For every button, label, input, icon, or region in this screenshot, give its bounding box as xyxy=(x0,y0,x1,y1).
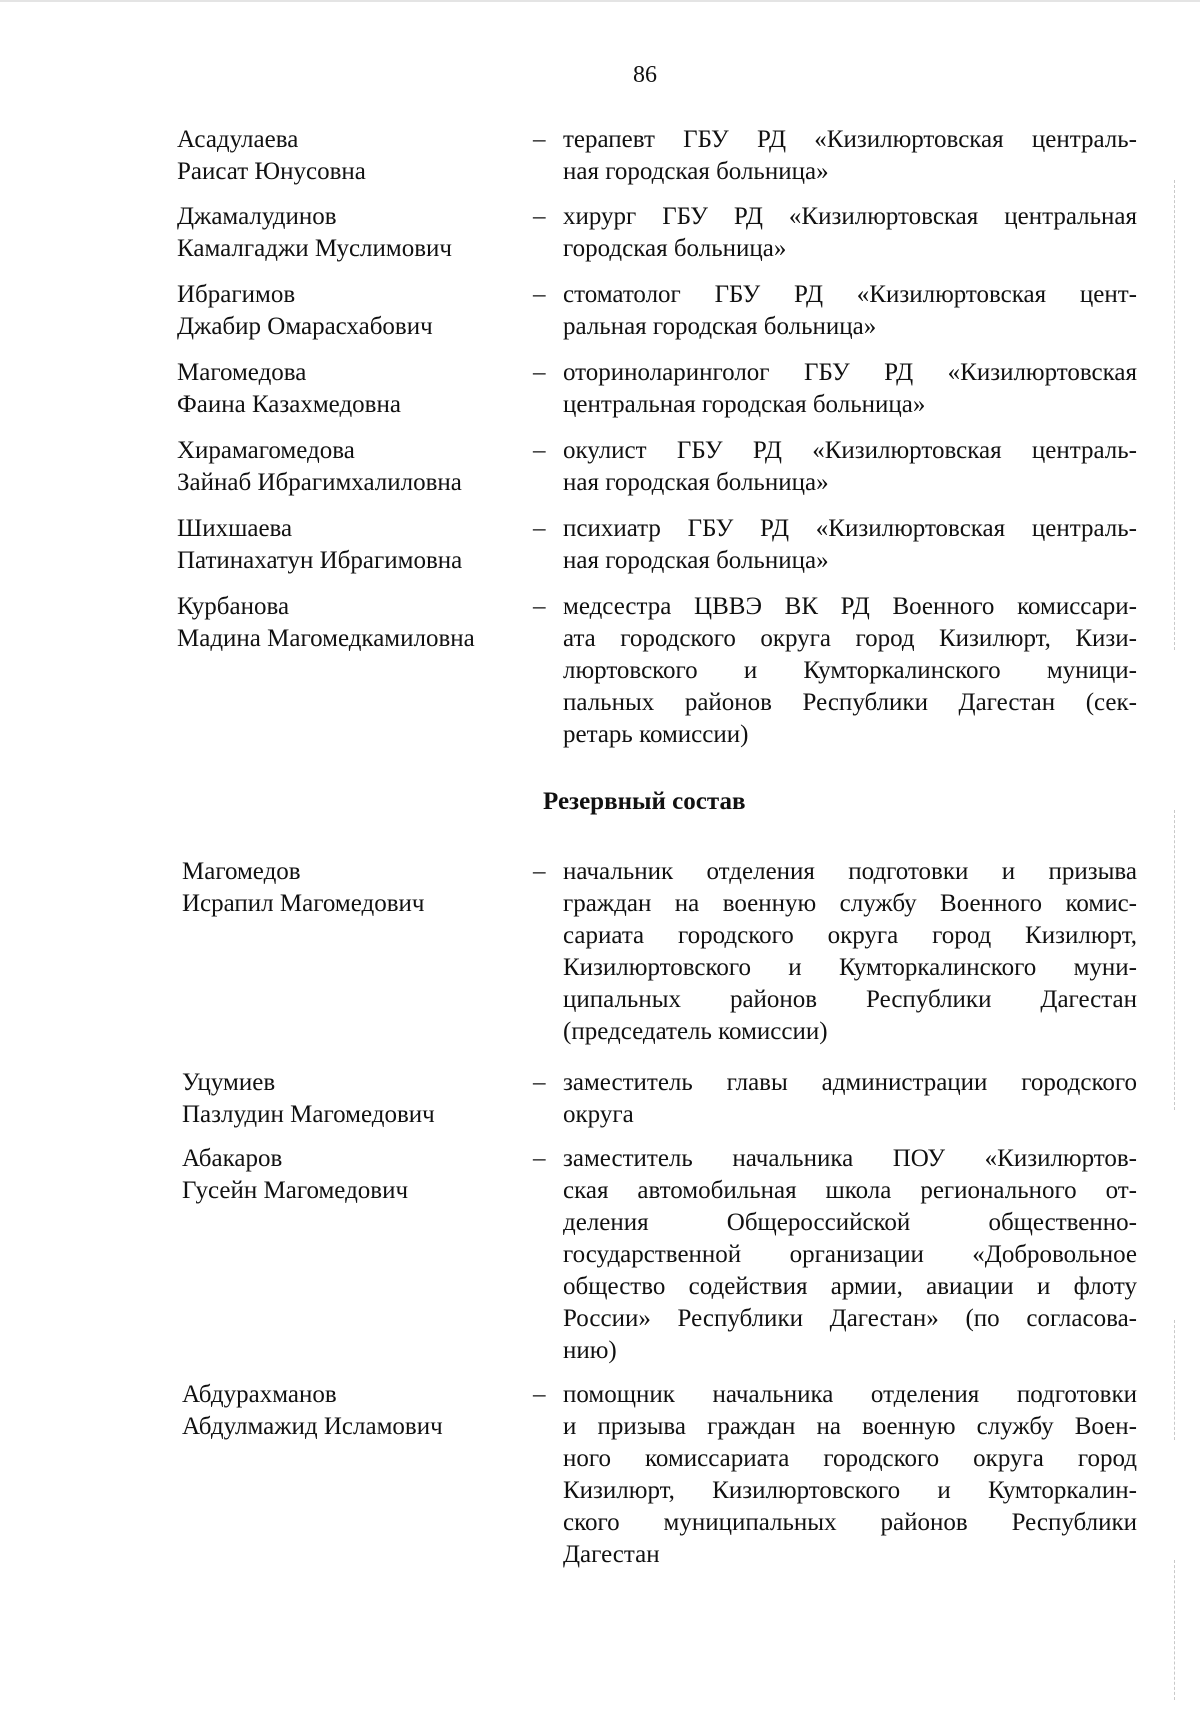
dash-separator: – xyxy=(533,203,546,230)
role-line: граждан на военную службу Военного комис- xyxy=(563,890,1137,917)
role-line: ная городская больница» xyxy=(563,469,829,496)
role-line: ципальных районов Республики Дагестан xyxy=(563,986,1137,1013)
member-given-names: Фаина Казахмедовна xyxy=(177,391,401,418)
member-role xyxy=(563,124,1137,188)
member-surname: Джамалудинов xyxy=(177,203,337,230)
member-surname: Магомедова xyxy=(177,359,307,386)
member-role xyxy=(563,201,1137,265)
dash-separator: – xyxy=(533,1145,546,1172)
member-given-names: Мадина Магомедкамиловна xyxy=(177,625,475,652)
role-line: ата городского округа город Кизилюрт, Кизи- xyxy=(563,625,1137,652)
member-name xyxy=(177,591,537,655)
role-line: центральная городская больница» xyxy=(563,391,926,418)
member-given-names: Джабир Омарасхабович xyxy=(177,313,433,340)
member-surname: Магомедов xyxy=(182,858,301,885)
role-line: государственной организации «Добровольное xyxy=(563,1241,1137,1268)
member-name xyxy=(177,279,537,343)
role-line: заместитель главы администрации городского xyxy=(563,1069,1137,1096)
role-line: заместитель начальника ПОУ «Кизилюртов- xyxy=(563,1145,1137,1172)
role-line: терапевт ГБУ РД «Кизилюртовская централь- xyxy=(563,126,1137,153)
role-line: Кизилюрт, Кизилюртовского и Кумторкалин- xyxy=(563,1477,1137,1504)
role-line: ральная городская больница» xyxy=(563,313,877,340)
scan-margin-mark xyxy=(1174,810,1175,1110)
role-line: ретарь комиссии) xyxy=(563,721,749,748)
member-given-names: Раисат Юнусовна xyxy=(177,158,366,185)
role-line: и призыва граждан на военную службу Воен- xyxy=(563,1413,1137,1440)
member-surname: Асадулаева xyxy=(177,126,299,153)
role-line: ная городская больница» xyxy=(563,547,829,574)
member-role xyxy=(563,435,1137,499)
dash-separator: – xyxy=(533,1069,546,1096)
scan-margin-mark xyxy=(1174,180,1175,650)
role-line: помощник начальника отделения подготовки xyxy=(563,1381,1137,1408)
member-name xyxy=(177,357,537,421)
member-given-names: Исрапил Магомедович xyxy=(182,890,425,917)
role-line: оториноларинголог ГБУ РД «Кизилюртовская xyxy=(563,359,1137,386)
member-name xyxy=(182,1067,542,1131)
member-surname: Ибрагимов xyxy=(177,281,296,308)
role-line: нию) xyxy=(563,1337,617,1364)
role-line: начальник отделения подготовки и призыва xyxy=(563,858,1137,885)
role-line: Кизилюртовского и Кумторкалинского муни- xyxy=(563,954,1137,981)
dash-separator: – xyxy=(533,126,546,153)
member-surname: Абдурахманов xyxy=(182,1381,337,1408)
member-name xyxy=(182,1143,542,1207)
member-role xyxy=(563,856,1137,1048)
role-line: стоматолог ГБУ РД «Кизилюртовская цент- xyxy=(563,281,1137,308)
role-line: медсестра ЦВВЭ ВК РД Военного комиссари- xyxy=(563,593,1137,620)
member-name xyxy=(182,856,542,920)
member-role xyxy=(563,1143,1137,1367)
scan-margin-mark xyxy=(1174,1560,1175,1700)
role-line: России» Республики Дагестан» (по согласова- xyxy=(563,1305,1137,1332)
member-role xyxy=(563,279,1137,343)
role-line: ная городская больница» xyxy=(563,158,829,185)
role-line: деления Общероссийской общественно- xyxy=(563,1209,1137,1236)
role-line: люртовского и Кумторкалинского муници- xyxy=(563,657,1137,684)
member-surname: Шихшаева xyxy=(177,515,293,542)
role-line: городская больница» xyxy=(563,235,787,262)
role-line: ного комиссариата городского округа город xyxy=(563,1445,1137,1472)
dash-separator: – xyxy=(533,359,546,386)
dash-separator: – xyxy=(533,858,546,885)
member-given-names: Абдулмажид Исламович xyxy=(182,1413,443,1440)
member-role xyxy=(563,1379,1137,1571)
member-surname: Курбанова xyxy=(177,593,290,620)
dash-separator: – xyxy=(533,281,546,308)
role-line: хирург ГБУ РД «Кизилюртовская центральная xyxy=(563,203,1137,230)
member-given-names: Пазлудин Магомедович xyxy=(182,1101,435,1128)
member-role xyxy=(563,1067,1137,1131)
dash-separator: – xyxy=(533,515,546,542)
scan-top-edge xyxy=(0,0,1200,2)
role-line: пальных районов Республики Дагестан (сек- xyxy=(563,689,1137,716)
role-line: (председатель комиссии) xyxy=(563,1018,828,1045)
role-line: Дагестан xyxy=(563,1541,660,1568)
member-given-names: Камалгаджи Муслимович xyxy=(177,235,452,262)
reserve-section-title: Резервный состав xyxy=(543,788,746,815)
dash-separator: – xyxy=(533,593,546,620)
member-surname: Уцумиев xyxy=(182,1069,276,1096)
role-line: сариата городского округа город Кизилюрт, xyxy=(563,922,1137,949)
member-role xyxy=(563,591,1137,751)
scan-margin-mark xyxy=(1174,1320,1175,1440)
role-line: психиатр ГБУ РД «Кизилюртовская централь- xyxy=(563,515,1137,542)
member-name xyxy=(182,1379,542,1443)
member-given-names: Гусейн Магомедович xyxy=(182,1177,409,1204)
member-surname: Хирамагомедова xyxy=(177,437,355,464)
member-role xyxy=(563,513,1137,577)
member-given-names: Патинахатун Ибрагимовна xyxy=(177,547,463,574)
member-name xyxy=(177,513,537,577)
member-surname: Абакаров xyxy=(182,1145,283,1172)
member-given-names: Зайнаб Ибрагимхалиловна xyxy=(177,469,462,496)
member-name xyxy=(177,435,537,499)
member-role xyxy=(563,357,1137,421)
role-line: ского муниципальных районов Республики xyxy=(563,1509,1137,1536)
role-line: округа xyxy=(563,1101,634,1128)
page-number: 86 xyxy=(633,62,657,88)
role-line: окулист ГБУ РД «Кизилюртовская централь- xyxy=(563,437,1137,464)
role-line: ская автомобильная школа регионального от- xyxy=(563,1177,1137,1204)
dash-separator: – xyxy=(533,437,546,464)
member-name xyxy=(177,201,537,265)
dash-separator: – xyxy=(533,1381,546,1408)
member-name xyxy=(177,124,537,188)
role-line: общество содействия армии, авиации и флоту xyxy=(563,1273,1137,1300)
